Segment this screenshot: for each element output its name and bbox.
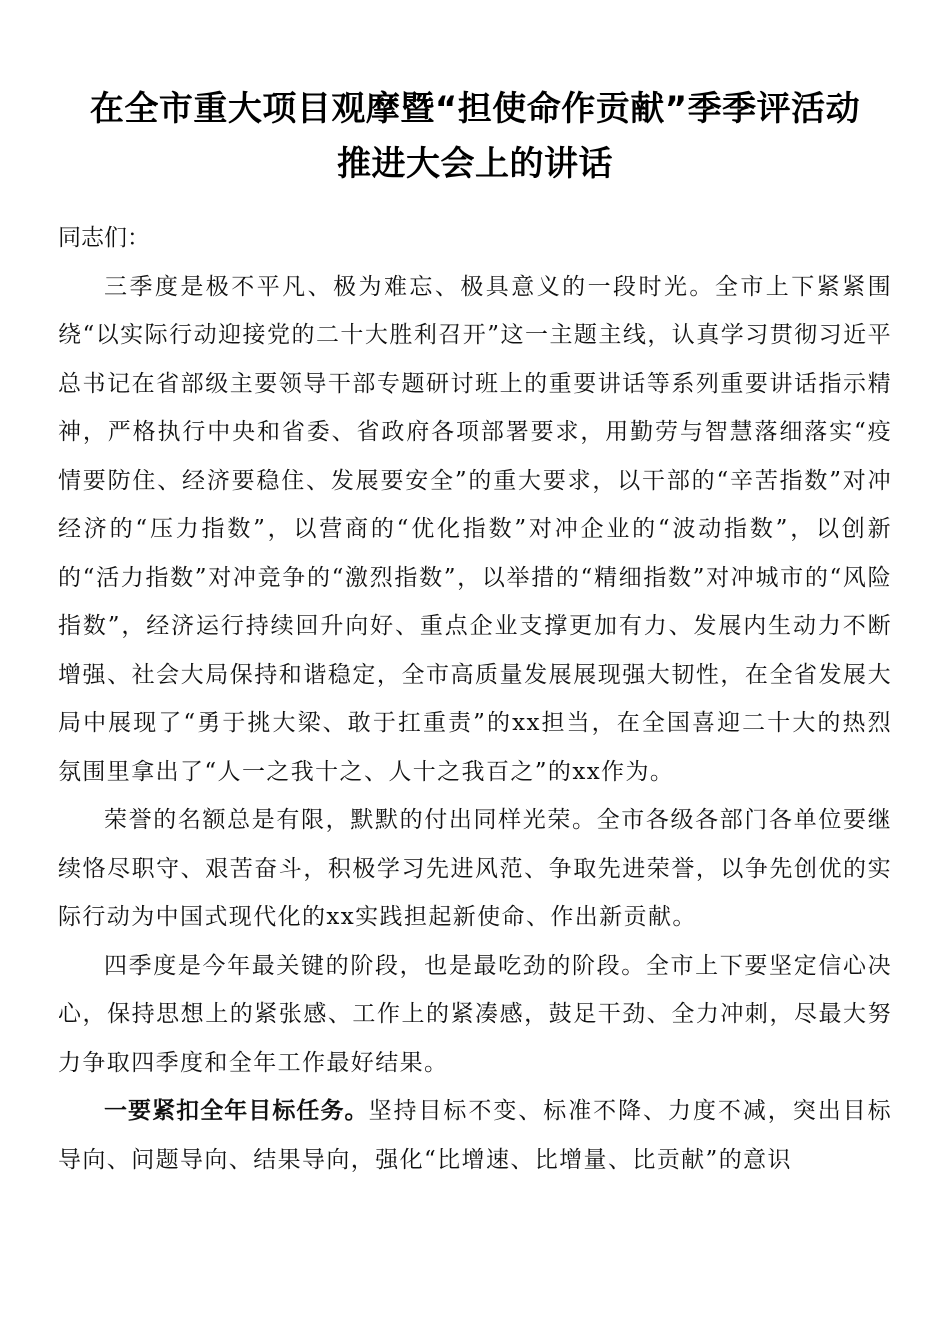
salutation: 同志们： (58, 225, 150, 251)
point-1-heading: 一要紧扣全年目标任务。 (104, 1098, 369, 1124)
title-line-1: 在全市重大项目观摩暨“担使命作贡献”季季评活动 (89, 89, 861, 129)
paragraph-point-1 (58, 1087, 892, 1184)
point-1-text: 坚持目标不变、标准不降、力度不减，突出目标导向、问题导向、结果导向，强化“比增速、比增量、比贡献”的意识 (58, 1098, 893, 1173)
document-title (58, 82, 892, 192)
paragraph-fourth-quarter: 四季度是今年最关键的阶段，也是最吃劲的阶段。全市上下要坚定信心决心，保持思想上的紧张感、工作上的紧凑感，鼓足干劲、全力冲刺，尽最大努力争取四季度和全年工作最好结果。 (58, 952, 892, 1076)
title-line-2: 推进大会上的讲话 (337, 144, 613, 184)
paragraph-third-quarter: 三季度是极不平凡、极为难忘、极具意义的一段时光。全市上下紧紧围绕“以实际行动迎接党的二十大胜利召开”这一主题主线，认真学习贯彻习近平总书记在省部级主要领导干部专题研讨班上的重要讲话等系列重要讲话指示精神，严格执行中央和省委、省政府各项部署要求，用勤劳与智慧落细落实“疫情要防住、经济要稳住、发展要安全”的重大要求，以干部的“辛苦指数”对冲经济的“压力指数”，以营商的“优化指数”对冲企业的“波动指数”，以创新的“活力指数”对冲竞争的“激烈指数”，以举措的“精细指数”对冲城市的“风险指数”，经济运行持续回升向好、重点企业支撑更加有力、发展内生动力不断增强、社会大局保持和谐稳定，全市高质量发展展现强大韧性，在全省发展大局中展现了“勇于挑大梁、敢于扛重责”的xx担当，在全国喜迎二十大的热烈氛围里拿出了“人一之我十之、人十之我百之”的xx作为。 (58, 273, 892, 785)
paragraph-honor: 荣誉的名额总是有限，默默的付出同样光荣。全市各级各部门各单位要继续恪尽职守、艰苦奋斗，积极学习先进风范、争取先进荣誉，以争先创优的实际行动为中国式现代化的xx实践担起新使命、作出新贡献。 (58, 807, 892, 930)
